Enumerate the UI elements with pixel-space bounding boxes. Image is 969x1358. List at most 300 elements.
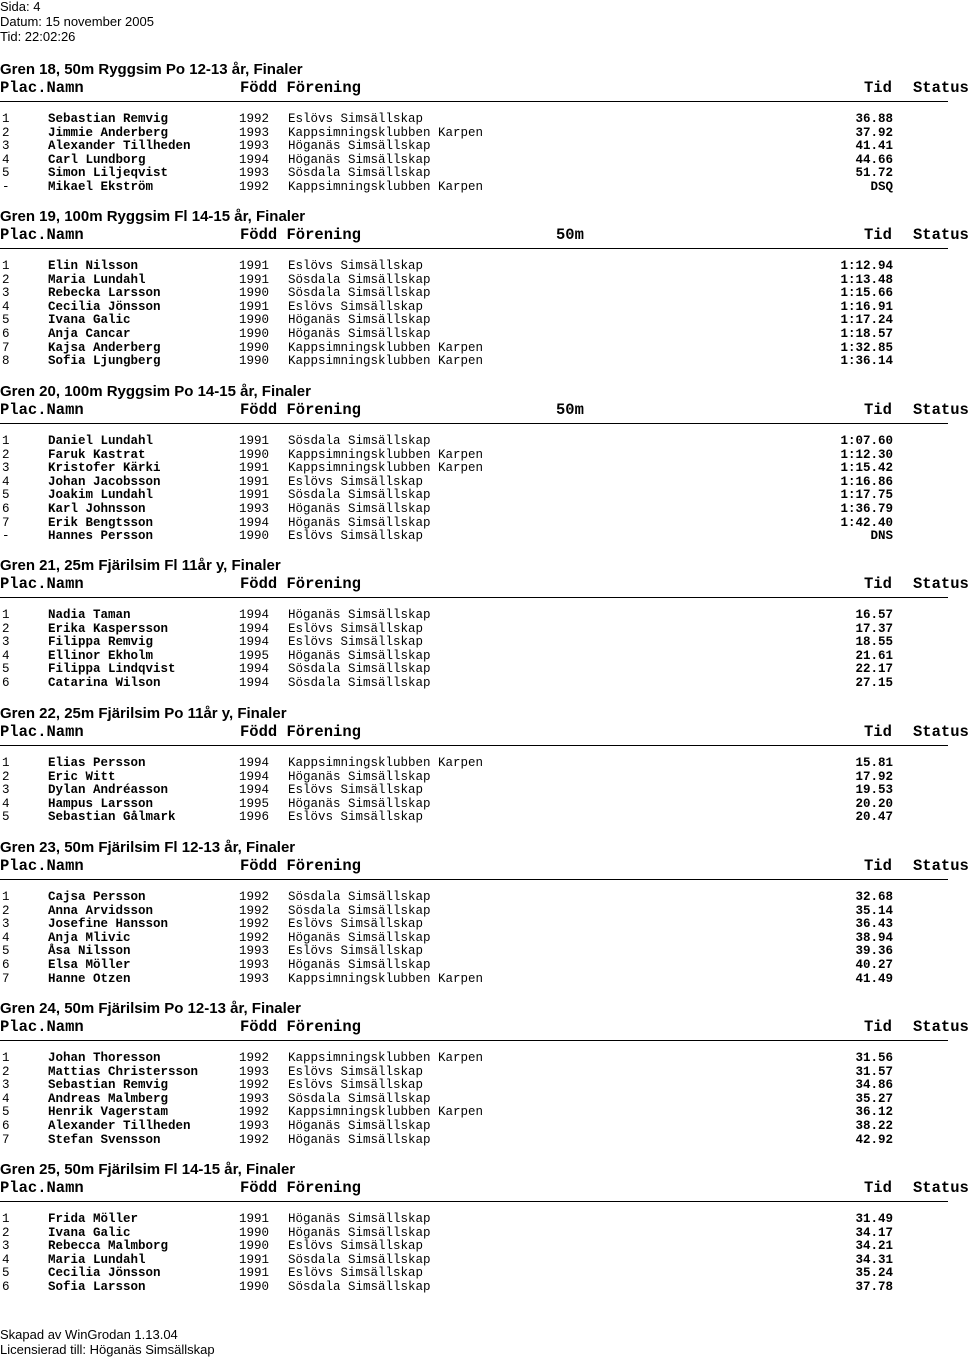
- result-club: Sösdala Simsällskap: [288, 890, 431, 904]
- result-row: [0, 663, 960, 676]
- result-name: Andreas Malmberg: [48, 1092, 169, 1106]
- result-birth-year: 1993: [239, 1092, 270, 1106]
- result-name: Faruk Kastrat: [48, 448, 146, 462]
- result-birth-year: 1992: [239, 931, 270, 945]
- result-club: Kappsimningsklubben Karpen: [288, 354, 484, 368]
- header-divider: [0, 879, 948, 880]
- result-place: 4: [2, 797, 10, 811]
- result-birth-year: 1994: [239, 783, 270, 797]
- result-place: 5: [2, 944, 10, 958]
- result-row: [0, 140, 960, 153]
- result-row: [0, 181, 960, 194]
- header-divider: [0, 423, 948, 424]
- result-club: Höganäs Simsällskap: [288, 139, 431, 153]
- result-time: 1:42.40: [840, 516, 893, 530]
- header-fodd-forening: Född Förening: [240, 857, 361, 875]
- result-row: [0, 973, 960, 986]
- result-place: 6: [2, 958, 10, 972]
- result-time: 51.72: [855, 166, 893, 180]
- header-plac-namn: Plac.Namn: [0, 226, 84, 244]
- result-place: 3: [2, 635, 10, 649]
- result-time: 16.57: [855, 608, 893, 622]
- result-time: 38.94: [855, 931, 893, 945]
- result-time: 1:12.94: [840, 259, 893, 273]
- header-fodd-forening: Född Förening: [240, 226, 361, 244]
- result-club: Eslövs Simsällskap: [288, 622, 424, 636]
- result-place: 7: [2, 516, 10, 530]
- result-birth-year: 1990: [239, 286, 270, 300]
- result-place: 8: [2, 354, 10, 368]
- result-birth-year: 1993: [239, 958, 270, 972]
- result-time: 18.55: [855, 635, 893, 649]
- result-club: Eslövs Simsällskap: [288, 475, 424, 489]
- result-time: 1:13.48: [840, 273, 893, 287]
- result-name: Catarina Wilson: [48, 676, 161, 690]
- result-row: [0, 1052, 960, 1065]
- result-place: 1: [2, 1051, 10, 1065]
- result-time: 21.61: [855, 649, 893, 663]
- footer-licensed-to: Licensierad till: Höganäs Simsällskap: [0, 1342, 215, 1357]
- header-split: 50m: [556, 401, 584, 419]
- result-row: [0, 1079, 960, 1092]
- event-title: Gren 25, 50m Fjärilsim Fl 14-15 år, Finaler: [0, 1161, 296, 1178]
- result-time: 35.24: [855, 1266, 893, 1280]
- print-date: Datum: 15 november 2005: [0, 14, 154, 29]
- result-name: Kristofer Kärki: [48, 461, 161, 475]
- result-row: [0, 959, 960, 972]
- result-place: 5: [2, 662, 10, 676]
- result-birth-year: 1991: [239, 461, 270, 475]
- event-title: Gren 22, 25m Fjärilsim Po 11år y, Finaler: [0, 705, 287, 722]
- event-title: Gren 18, 50m Ryggsim Po 12-13 år, Finaler: [0, 61, 303, 78]
- result-time: 37.92: [855, 126, 893, 140]
- result-place: 6: [2, 1280, 10, 1294]
- result-club: Kappsimningsklubben Karpen: [288, 756, 484, 770]
- result-birth-year: 1990: [239, 1239, 270, 1253]
- result-time: 31.49: [855, 1212, 893, 1226]
- result-place: 6: [2, 676, 10, 690]
- result-name: Eric Witt: [48, 770, 116, 784]
- result-name: Kajsa Anderberg: [48, 341, 161, 355]
- result-birth-year: 1994: [239, 770, 270, 784]
- header-split: 50m: [556, 226, 584, 244]
- result-birth-year: 1992: [239, 180, 270, 194]
- result-birth-year: 1990: [239, 354, 270, 368]
- result-name: Alexander Tillheden: [48, 1119, 191, 1133]
- result-place: 4: [2, 300, 10, 314]
- result-club: Sösdala Simsällskap: [288, 1280, 431, 1294]
- header-divider: [0, 1040, 948, 1041]
- result-birth-year: 1995: [239, 797, 270, 811]
- result-birth-year: 1992: [239, 112, 270, 126]
- result-birth-year: 1992: [239, 1051, 270, 1065]
- header-divider: [0, 597, 948, 598]
- result-time: 1:32.85: [840, 341, 893, 355]
- result-club: Höganäs Simsällskap: [288, 327, 431, 341]
- result-time: 40.27: [855, 958, 893, 972]
- event-title: Gren 20, 100m Ryggsim Po 14-15 år, Finaler: [0, 383, 311, 400]
- result-place: 2: [2, 1065, 10, 1079]
- header-tid: Tid: [864, 1179, 892, 1197]
- result-club: Kappsimningsklubben Karpen: [288, 972, 484, 986]
- result-time: 35.27: [855, 1092, 893, 1106]
- result-club: Eslövs Simsällskap: [288, 1266, 424, 1280]
- result-time: 38.22: [855, 1119, 893, 1133]
- result-row: [0, 113, 960, 126]
- result-time: 31.57: [855, 1065, 893, 1079]
- result-name: Ivana Galic: [48, 1226, 131, 1240]
- result-birth-year: 1991: [239, 259, 270, 273]
- header-tid: Tid: [864, 226, 892, 244]
- result-birth-year: 1990: [239, 1280, 270, 1294]
- result-time: DSQ: [870, 180, 893, 194]
- header-status: Status: [913, 575, 969, 593]
- result-place: 2: [2, 1226, 10, 1240]
- result-club: Sösdala Simsällskap: [288, 286, 431, 300]
- result-row: [0, 811, 960, 824]
- header-plac-namn: Plac.Namn: [0, 1018, 84, 1036]
- result-name: Carl Lundborg: [48, 153, 146, 167]
- result-name: Maria Lundahl: [48, 1253, 146, 1267]
- result-row: [0, 1213, 960, 1226]
- header-plac-namn: Plac.Namn: [0, 79, 84, 97]
- result-birth-year: 1991: [239, 434, 270, 448]
- result-name: Simon Liljeqvist: [48, 166, 169, 180]
- result-name: Hampus Larsson: [48, 797, 154, 811]
- result-row: [0, 260, 960, 273]
- result-name: Filippa Remvig: [48, 635, 154, 649]
- result-place: 1: [2, 608, 10, 622]
- result-row: [0, 891, 960, 904]
- result-club: Sösdala Simsällskap: [288, 488, 431, 502]
- result-name: Sebastian Remvig: [48, 1078, 169, 1092]
- result-birth-year: 1994: [239, 676, 270, 690]
- header-divider: [0, 1201, 948, 1202]
- result-place: 3: [2, 1239, 10, 1253]
- result-place: 3: [2, 139, 10, 153]
- header-tid: Tid: [864, 401, 892, 419]
- result-time: 36.88: [855, 112, 893, 126]
- result-name: Johan Thoresson: [48, 1051, 161, 1065]
- result-name: Nadia Taman: [48, 608, 131, 622]
- header-divider: [0, 745, 948, 746]
- result-club: Kappsimningsklubben Karpen: [288, 1105, 484, 1119]
- result-name: Erika Kaspersson: [48, 622, 169, 636]
- header-tid: Tid: [864, 857, 892, 875]
- result-name: Filippa Lindqvist: [48, 662, 176, 676]
- result-place: 3: [2, 1078, 10, 1092]
- result-birth-year: 1990: [239, 1226, 270, 1240]
- result-time: 1:12.30: [840, 448, 893, 462]
- result-name: Sebastian Remvig: [48, 112, 169, 126]
- result-name: Erik Bengtsson: [48, 516, 154, 530]
- result-row: [0, 1134, 960, 1147]
- result-birth-year: 1991: [239, 1212, 270, 1226]
- result-place: 2: [2, 904, 10, 918]
- result-club: Kappsimningsklubben Karpen: [288, 1051, 484, 1065]
- result-place: 7: [2, 341, 10, 355]
- header-divider: [0, 101, 948, 102]
- result-row: [0, 355, 960, 368]
- header-fodd-forening: Född Förening: [240, 1018, 361, 1036]
- result-time: DNS: [870, 529, 893, 543]
- result-club: Eslövs Simsällskap: [288, 1078, 424, 1092]
- result-place: 2: [2, 448, 10, 462]
- result-time: 1:36.14: [840, 354, 893, 368]
- result-birth-year: 1992: [239, 890, 270, 904]
- result-club: Eslövs Simsällskap: [288, 1065, 424, 1079]
- result-time: 17.37: [855, 622, 893, 636]
- result-place: 4: [2, 649, 10, 663]
- result-name: Maria Lundahl: [48, 273, 146, 287]
- result-club: Höganäs Simsällskap: [288, 931, 431, 945]
- result-time: 1:15.66: [840, 286, 893, 300]
- result-place: 6: [2, 1119, 10, 1133]
- result-club: Eslövs Simsällskap: [288, 944, 424, 958]
- result-time: 41.41: [855, 139, 893, 153]
- result-place: -: [2, 529, 10, 543]
- result-row: [0, 1240, 960, 1253]
- result-place: 3: [2, 917, 10, 931]
- result-name: Cecilia Jönsson: [48, 1266, 161, 1280]
- result-row: [0, 328, 960, 341]
- result-name: Sebastian Gålmark: [48, 810, 176, 824]
- result-place: 2: [2, 273, 10, 287]
- result-club: Höganäs Simsällskap: [288, 958, 431, 972]
- result-name: Ellinor Ekholm: [48, 649, 154, 663]
- header-fodd-forening: Född Förening: [240, 575, 361, 593]
- result-birth-year: 1990: [239, 327, 270, 341]
- header-status: Status: [913, 1179, 969, 1197]
- result-place: 1: [2, 890, 10, 904]
- result-place: 3: [2, 461, 10, 475]
- result-club: Eslövs Simsällskap: [288, 810, 424, 824]
- result-row: [0, 945, 960, 958]
- result-birth-year: 1992: [239, 1078, 270, 1092]
- result-time: 1:17.75: [840, 488, 893, 502]
- result-row: [0, 489, 960, 502]
- column-header-row: [0, 575, 969, 593]
- result-time: 22.17: [855, 662, 893, 676]
- result-place: 2: [2, 622, 10, 636]
- result-place: 1: [2, 259, 10, 273]
- result-club: Sösdala Simsällskap: [288, 434, 431, 448]
- result-place: 4: [2, 1253, 10, 1267]
- result-name: Sofia Ljungberg: [48, 354, 161, 368]
- result-time: 1:16.91: [840, 300, 893, 314]
- result-row: [0, 918, 960, 931]
- result-birth-year: 1994: [239, 608, 270, 622]
- result-time: 36.12: [855, 1105, 893, 1119]
- result-club: Höganäs Simsällskap: [288, 1212, 431, 1226]
- result-row: [0, 677, 960, 690]
- footer-created-by: Skapad av WinGrodan 1.13.04: [0, 1327, 178, 1342]
- header-fodd-forening: Född Förening: [240, 723, 361, 741]
- result-name: Hanne Otzen: [48, 972, 131, 986]
- result-birth-year: 1991: [239, 1266, 270, 1280]
- result-name: Mikael Ekström: [48, 180, 154, 194]
- result-birth-year: 1993: [239, 972, 270, 986]
- result-time: 34.31: [855, 1253, 893, 1267]
- result-name: Mattias Christersson: [48, 1065, 199, 1079]
- result-club: Höganäs Simsällskap: [288, 1133, 431, 1147]
- result-club: Sösdala Simsällskap: [288, 904, 431, 918]
- column-header-row: [0, 226, 969, 244]
- result-place: 6: [2, 502, 10, 516]
- result-time: 1:07.60: [840, 434, 893, 448]
- result-club: Höganäs Simsällskap: [288, 649, 431, 663]
- result-club: Höganäs Simsällskap: [288, 770, 431, 784]
- result-birth-year: 1994: [239, 516, 270, 530]
- column-header-row: [0, 857, 969, 875]
- result-name: Josefine Hansson: [48, 917, 169, 931]
- result-birth-year: 1991: [239, 1253, 270, 1267]
- header-fodd-forening: Född Förening: [240, 1179, 361, 1197]
- result-name: Rebecca Malmborg: [48, 1239, 169, 1253]
- result-name: Henrik Vagerstam: [48, 1105, 169, 1119]
- result-birth-year: 1991: [239, 300, 270, 314]
- result-name: Johan Jacobsson: [48, 475, 161, 489]
- result-birth-year: 1991: [239, 488, 270, 502]
- header-status: Status: [913, 401, 969, 419]
- result-time: 34.17: [855, 1226, 893, 1240]
- result-birth-year: 1993: [239, 1065, 270, 1079]
- result-club: Eslövs Simsällskap: [288, 300, 424, 314]
- result-time: 1:36.79: [840, 502, 893, 516]
- result-place: 6: [2, 327, 10, 341]
- result-time: 34.21: [855, 1239, 893, 1253]
- result-time: 1:18.57: [840, 327, 893, 341]
- result-time: 15.81: [855, 756, 893, 770]
- result-name: Frida Möller: [48, 1212, 139, 1226]
- result-time: 32.68: [855, 890, 893, 904]
- result-birth-year: 1992: [239, 917, 270, 931]
- column-header-row: [0, 723, 969, 741]
- result-time: 35.14: [855, 904, 893, 918]
- header-plac-namn: Plac.Namn: [0, 857, 84, 875]
- result-name: Cecilia Jönsson: [48, 300, 161, 314]
- result-place: 4: [2, 153, 10, 167]
- result-birth-year: 1994: [239, 635, 270, 649]
- result-time: 41.49: [855, 972, 893, 986]
- result-name: Stefan Svensson: [48, 1133, 161, 1147]
- result-row: [0, 462, 960, 475]
- result-club: Kappsimningsklubben Karpen: [288, 126, 484, 140]
- result-time: 36.43: [855, 917, 893, 931]
- result-name: Anna Arvidsson: [48, 904, 154, 918]
- result-place: 5: [2, 488, 10, 502]
- result-birth-year: 1996: [239, 810, 270, 824]
- result-birth-year: 1993: [239, 126, 270, 140]
- result-club: Eslövs Simsällskap: [288, 783, 424, 797]
- header-tid: Tid: [864, 1018, 892, 1036]
- result-birth-year: 1994: [239, 153, 270, 167]
- result-name: Daniel Lundahl: [48, 434, 154, 448]
- result-place: 7: [2, 1133, 10, 1147]
- result-club: Eslövs Simsällskap: [288, 529, 424, 543]
- result-name: Dylan Andréasson: [48, 783, 169, 797]
- result-place: 7: [2, 972, 10, 986]
- result-name: Elsa Möller: [48, 958, 131, 972]
- result-row: [0, 503, 960, 516]
- event-title: Gren 19, 100m Ryggsim Fl 14-15 år, Finaler: [0, 208, 306, 225]
- result-club: Kappsimningsklubben Karpen: [288, 341, 484, 355]
- result-time: 42.92: [855, 1133, 893, 1147]
- result-club: Eslövs Simsällskap: [288, 917, 424, 931]
- event-title: Gren 24, 50m Fjärilsim Po 12-13 år, Finaler: [0, 1000, 301, 1017]
- result-birth-year: 1993: [239, 944, 270, 958]
- header-tid: Tid: [864, 723, 892, 741]
- result-place: 1: [2, 756, 10, 770]
- result-place: 5: [2, 1266, 10, 1280]
- header-plac-namn: Plac.Namn: [0, 1179, 84, 1197]
- result-name: Åsa Nilsson: [48, 944, 131, 958]
- result-club: Kappsimningsklubben Karpen: [288, 461, 484, 475]
- result-name: Elin Nilsson: [48, 259, 139, 273]
- result-club: Höganäs Simsällskap: [288, 516, 431, 530]
- result-time: 27.15: [855, 676, 893, 690]
- result-club: Eslövs Simsällskap: [288, 112, 424, 126]
- result-birth-year: 1990: [239, 448, 270, 462]
- header-status: Status: [913, 723, 969, 741]
- result-birth-year: 1991: [239, 273, 270, 287]
- result-name: Jimmie Anderberg: [48, 126, 169, 140]
- result-birth-year: 1993: [239, 139, 270, 153]
- result-club: Höganäs Simsällskap: [288, 502, 431, 516]
- result-birth-year: 1993: [239, 502, 270, 516]
- result-birth-year: 1990: [239, 529, 270, 543]
- page-number: Sida: 4: [0, 0, 41, 14]
- result-time: 34.86: [855, 1078, 893, 1092]
- result-row: [0, 435, 960, 448]
- result-row: [0, 287, 960, 300]
- header-divider: [0, 248, 948, 249]
- result-name: Anja Mlivic: [48, 931, 131, 945]
- result-name: Anja Cancar: [48, 327, 131, 341]
- result-row: [0, 530, 960, 543]
- result-time: 19.53: [855, 783, 893, 797]
- result-place: 1: [2, 1212, 10, 1226]
- event-title: Gren 21, 25m Fjärilsim Fl 11år y, Finaler: [0, 557, 281, 574]
- header-tid: Tid: [864, 575, 892, 593]
- result-place: 5: [2, 810, 10, 824]
- result-club: Höganäs Simsällskap: [288, 797, 431, 811]
- result-place: 4: [2, 475, 10, 489]
- header-plac-namn: Plac.Namn: [0, 723, 84, 741]
- result-time: 1:17.24: [840, 313, 893, 327]
- result-row: [0, 932, 960, 945]
- result-club: Höganäs Simsällskap: [288, 313, 431, 327]
- header-status: Status: [913, 79, 969, 97]
- header-plac-namn: Plac.Namn: [0, 575, 84, 593]
- result-time: 17.92: [855, 770, 893, 784]
- result-place: 4: [2, 931, 10, 945]
- result-place: 1: [2, 112, 10, 126]
- result-place: 3: [2, 286, 10, 300]
- result-birth-year: 1994: [239, 662, 270, 676]
- result-birth-year: 1990: [239, 313, 270, 327]
- column-header-row: [0, 79, 969, 97]
- result-club: Sösdala Simsällskap: [288, 273, 431, 287]
- result-place: -: [2, 180, 10, 194]
- result-birth-year: 1992: [239, 904, 270, 918]
- result-club: Sösdala Simsällskap: [288, 1092, 431, 1106]
- result-time: 39.36: [855, 944, 893, 958]
- result-time: 37.78: [855, 1280, 893, 1294]
- result-row: [0, 609, 960, 622]
- print-time: Tid: 22:02:26: [0, 29, 76, 44]
- header-plac-namn: Plac.Namn: [0, 401, 84, 419]
